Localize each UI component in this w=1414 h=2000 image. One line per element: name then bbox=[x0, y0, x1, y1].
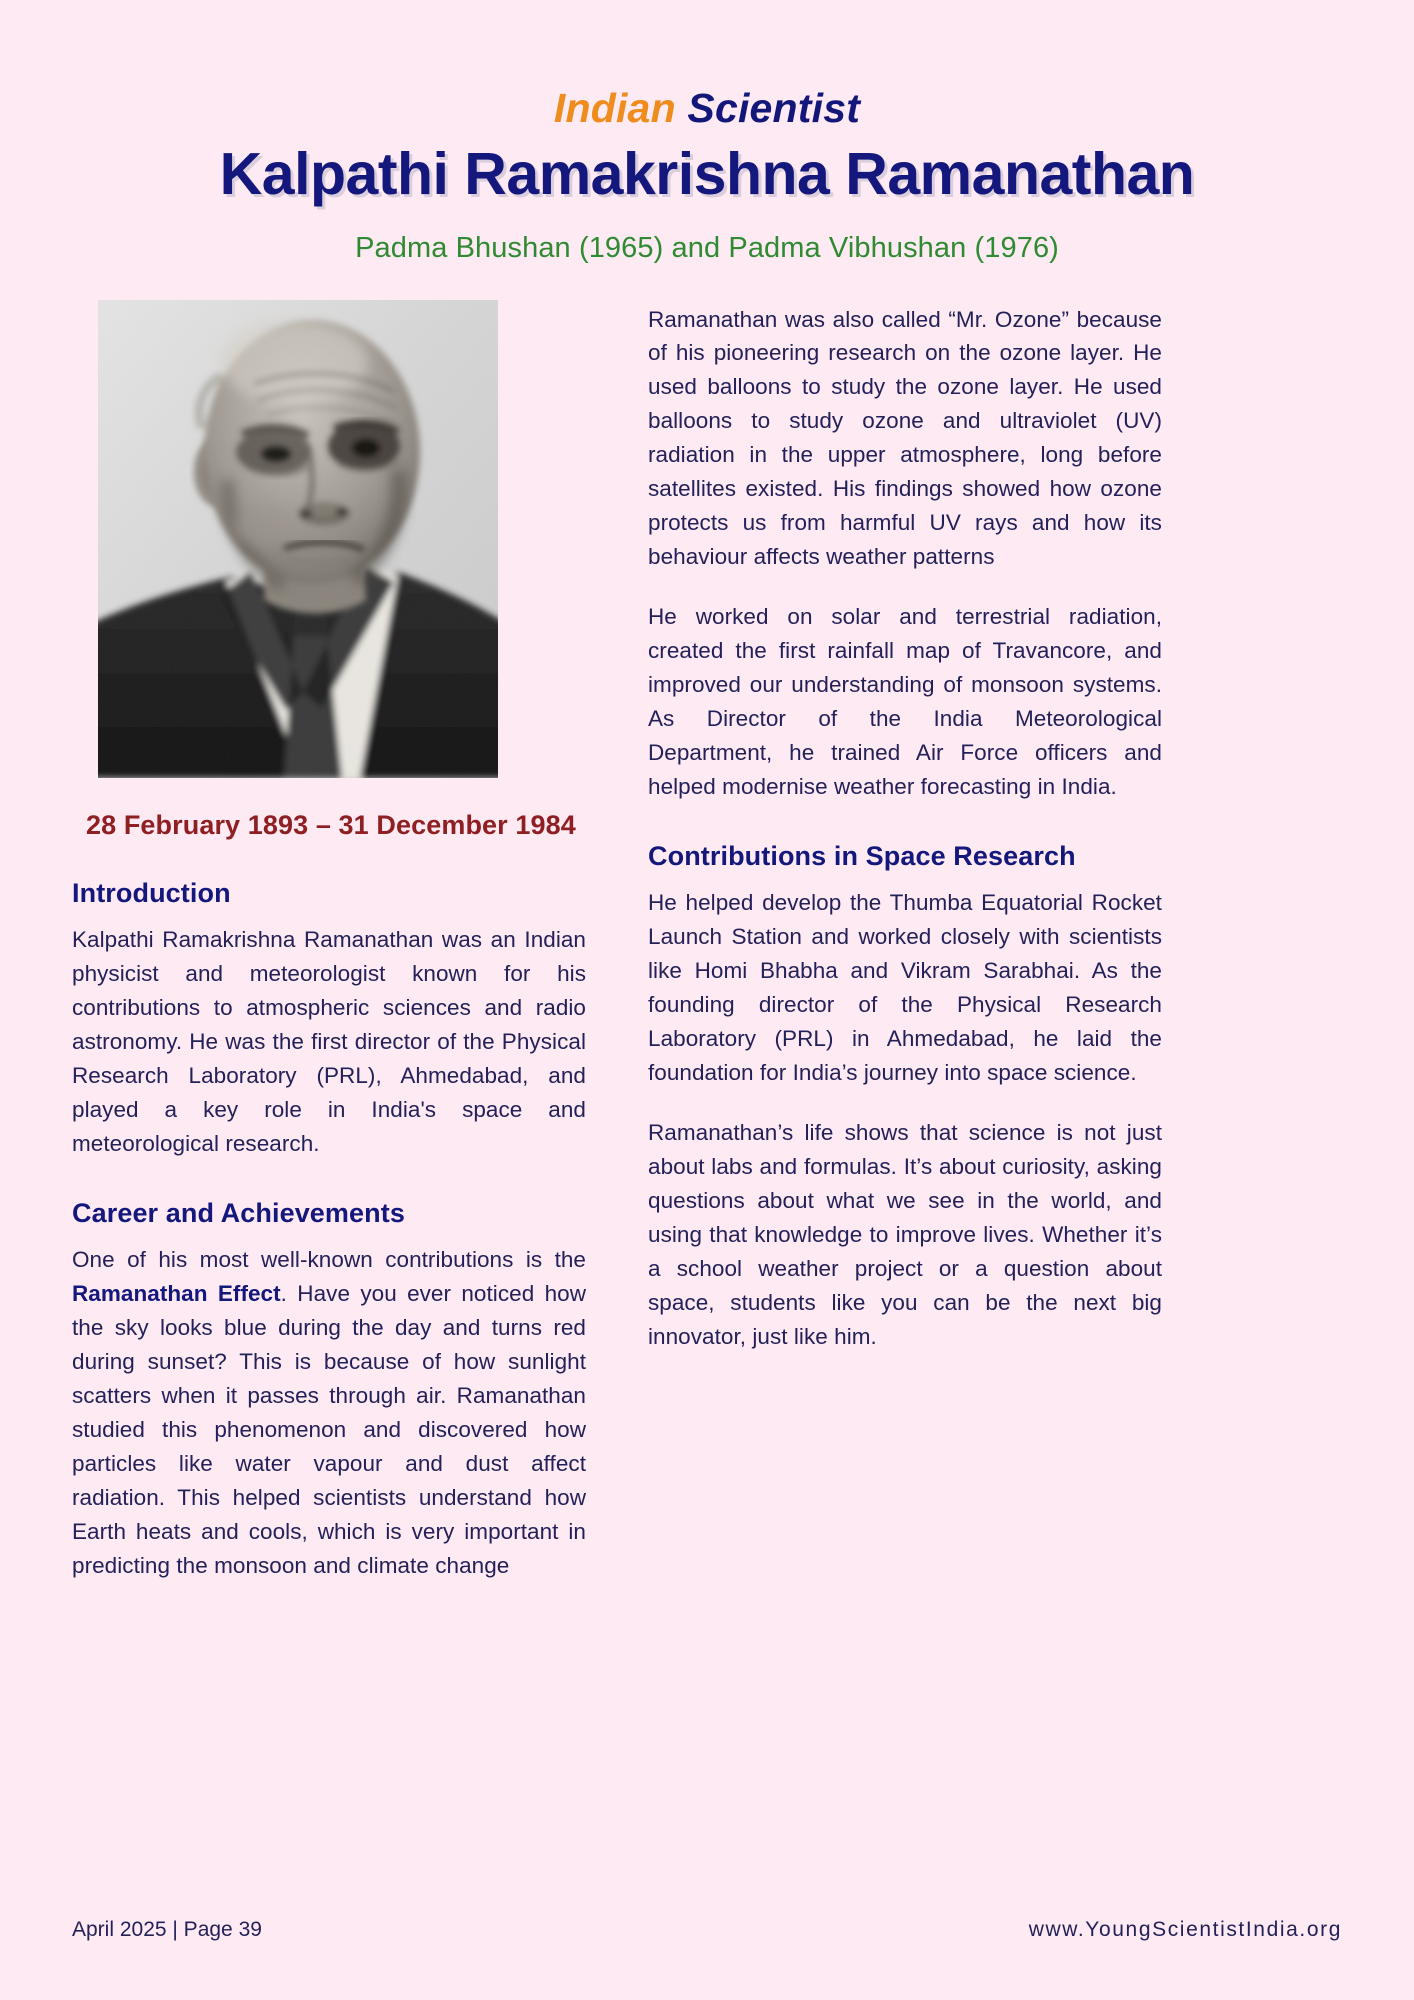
career-lead-text: One of his most well-known contributions is the bbox=[72, 1247, 586, 1273]
heading-introduction: Introduction bbox=[72, 877, 231, 908]
article-columns bbox=[72, 300, 1342, 1583]
paragraph-legacy: Ramanathan’s life shows that science is not just about labs and formulas. It’s about curiosity, asking questions about what we see in the world, and using that knowledge to improve lives. Whether it’s a school weather project or a question about space, students like you can be the next big innovator, just like him. bbox=[648, 1120, 1162, 1350]
heading-space-research: Contributions in Space Research bbox=[648, 841, 1076, 872]
footer-issue-page: April 2025 | Page 39 bbox=[72, 1918, 262, 1941]
ramanathan-effect-term: Ramanathan Effect bbox=[72, 1281, 281, 1307]
kicker-secondary: Scientist bbox=[687, 85, 861, 131]
awards-subtitle: Padma Bhushan (1965) and Padma Vibhushan (1976) bbox=[355, 231, 1059, 264]
paragraph-thumba-prl: He helped develop the Thumba Equatorial Rocket Launch Station and worked closely with scientists like Homi Bhabha and Vikram Sarabhai. As the founding director of the Physical Research Laboratory (PRL) in Ahmedabad, he laid the foundation for India’s journey into space science. bbox=[648, 890, 1162, 1086]
paragraph-solar-radiation: He worked on solar and terrestrial radiation, created the first rainfall map of Travancore, and improved our understanding of monsoon systems. As Director of the India Meteorological Department, he trained Air Force officers and helped modernise weather forecasting in India. bbox=[648, 604, 1162, 800]
paragraph-introduction: Kalpathi Ramakrishna Ramanathan was an Indian physicist and meteorologist known for his contributions to atmospheric sciences and radio astronomy. He was the first director of the Physical Research Laboratory (PRL), Ahmedabad, and played a key role in India's space and meteorological research. bbox=[72, 926, 586, 1156]
portrait-photo bbox=[98, 300, 498, 778]
footer-website: www.YoungScientistIndia.org bbox=[1028, 1918, 1342, 1941]
page-footer bbox=[72, 1918, 1342, 1942]
career-rest-text: . Have you ever noticed how the sky looks blue during the day and turns red during sunset? This is because of how sunlight scatters when it passes through air. Ramanathan studied this phenomenon and discovered how particles like water vapour and dust affect radiation. This helped scientists understand how Earth heats and cools, which is very important in predicting the monsoon and climate change bbox=[72, 1281, 586, 1578]
left-column bbox=[72, 300, 586, 1583]
kicker bbox=[72, 85, 1342, 131]
right-column bbox=[648, 300, 1162, 1583]
portrait-figure bbox=[98, 300, 498, 778]
page-title: Kalpathi Ramakrishna Ramanathan bbox=[219, 141, 1195, 207]
kicker-primary: Indian bbox=[553, 85, 676, 131]
paragraph-career-achievements bbox=[72, 1243, 586, 1583]
lifespan-dates: 28 February 1893 – 31 December 1984 bbox=[86, 809, 576, 840]
paragraph-mr-ozone: Ramanathan was also called “Mr. Ozone” because of his pioneering research on the ozone layer. He used balloons to study the ozone layer. He used balloons to study ozone and ultraviolet (UV) radiation in the upper atmosphere, long before satellites existed. His findings showed how ozone protects us from harmful UV rays and how its behaviour affects weather patterns bbox=[648, 306, 1162, 570]
masthead bbox=[72, 0, 1342, 266]
heading-career-achievements: Career and Achievements bbox=[72, 1197, 405, 1228]
